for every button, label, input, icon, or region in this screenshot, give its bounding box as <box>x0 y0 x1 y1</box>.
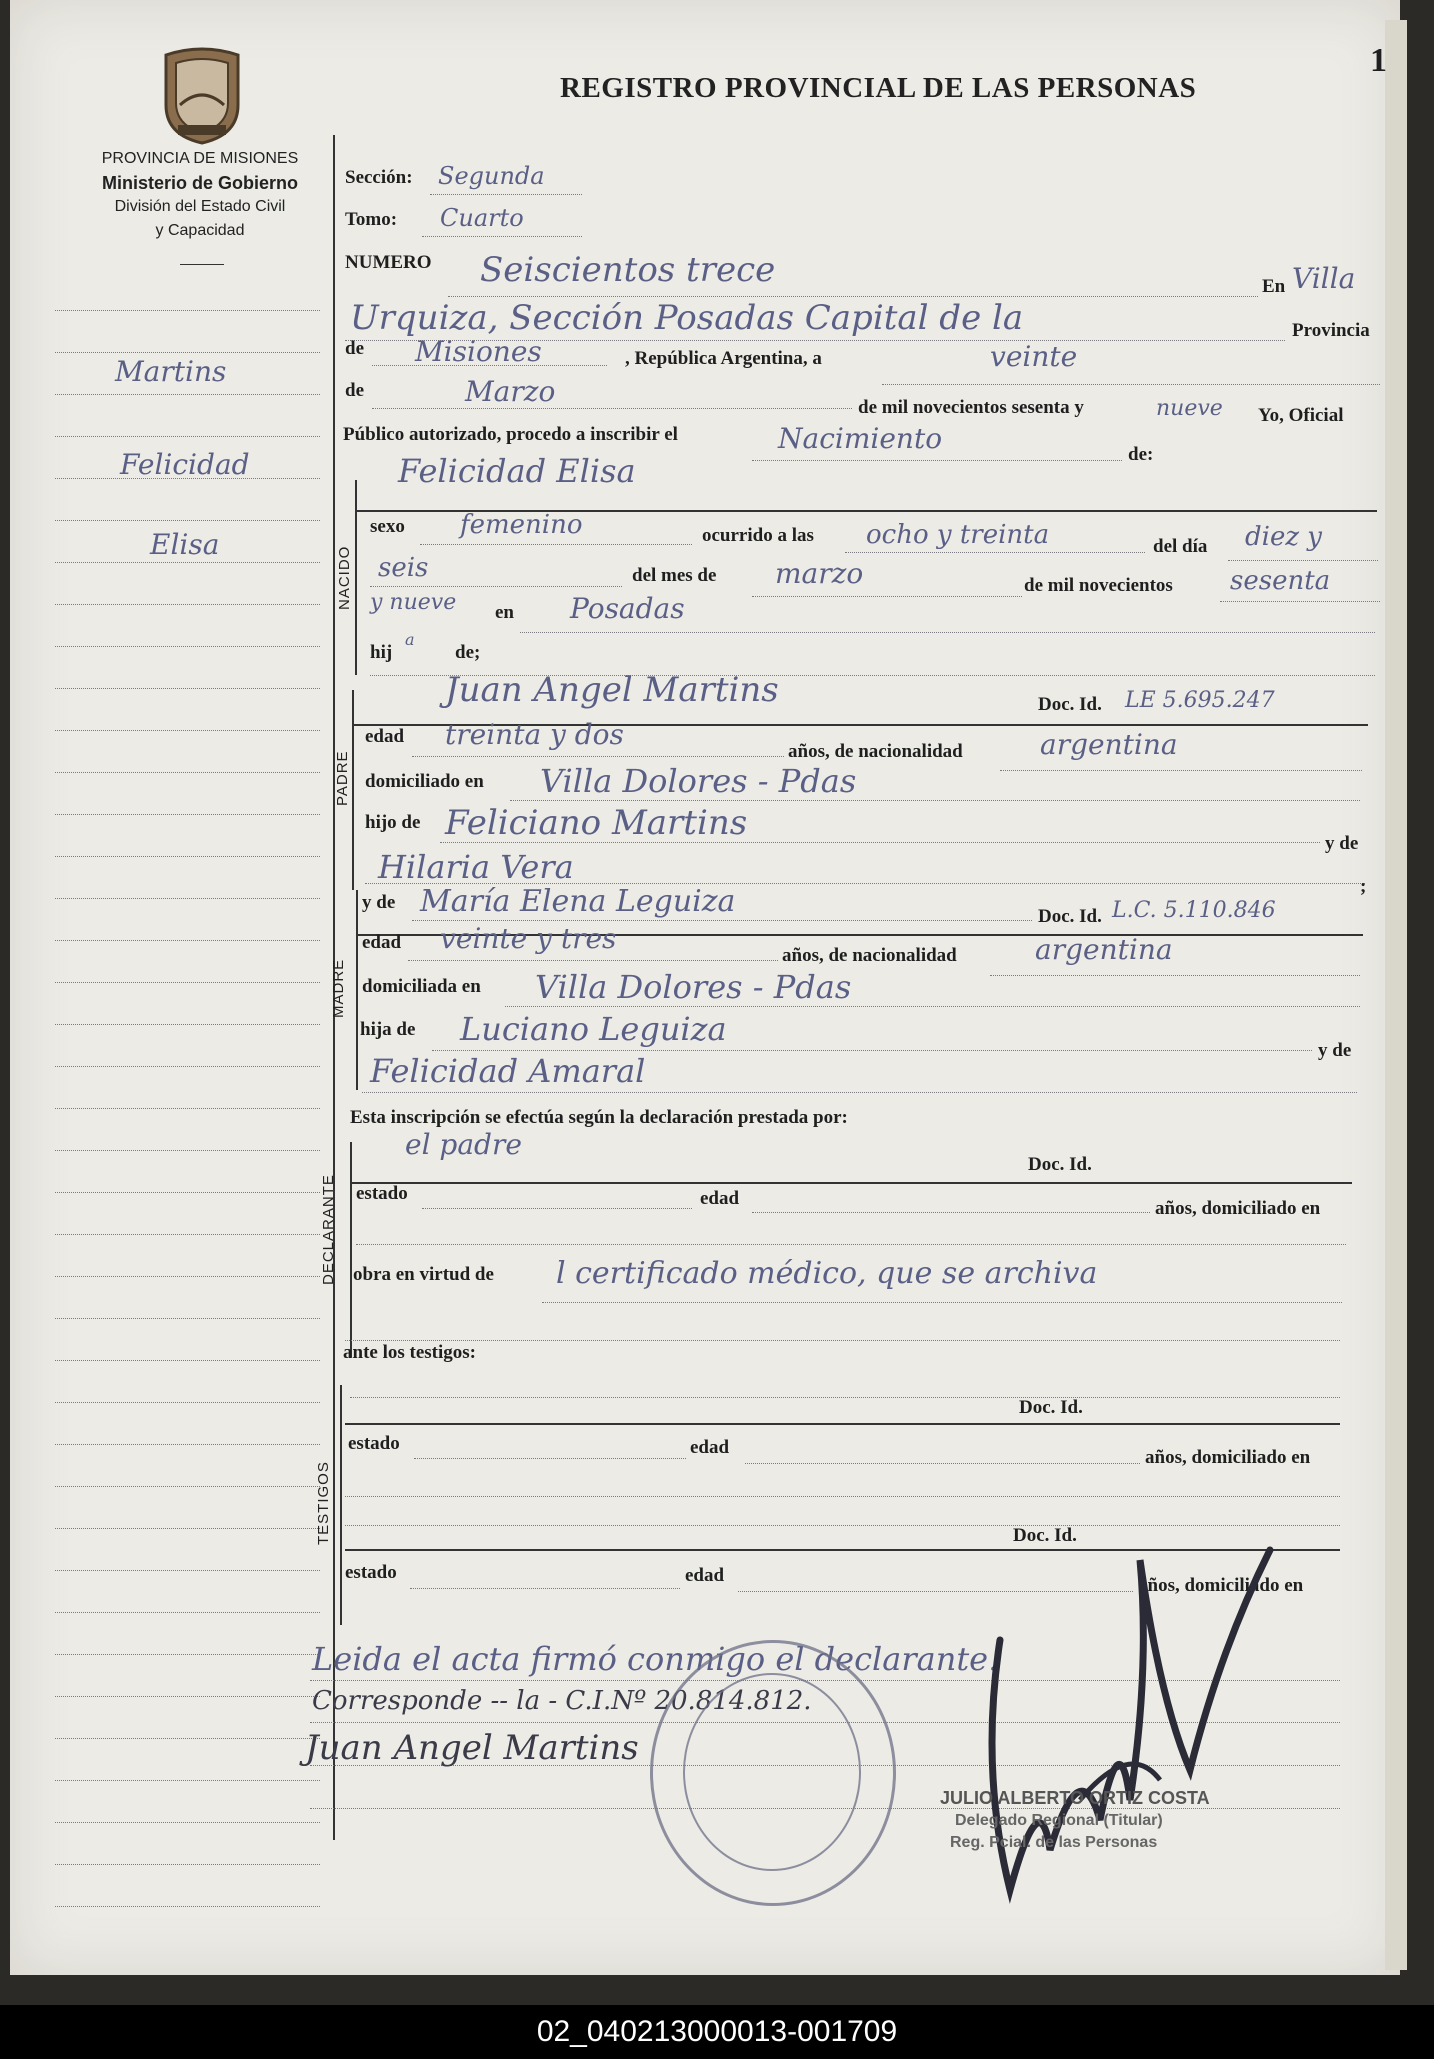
margin-rule-line <box>55 604 320 605</box>
dia-value-2: seis <box>378 553 429 583</box>
province-emblem <box>158 45 246 145</box>
lugar-value: Urquiza, Sección Posadas Capital de la <box>350 298 1024 338</box>
de-label: de <box>345 338 364 359</box>
nombre-value: Felicidad Elisa <box>398 452 636 490</box>
padre-nac-line <box>1000 770 1362 771</box>
margin-rule-line <box>55 1276 320 1277</box>
official-role: Delegado Regional (Titular) <box>955 1812 1163 1829</box>
ante-testigos-label: ante los testigos: <box>343 1342 476 1363</box>
margin-rule-line <box>55 1108 320 1109</box>
margin-rule-line <box>55 1570 320 1571</box>
testigo2-edad-label: edad <box>685 1565 725 1586</box>
sexo-value: femenino <box>460 510 583 540</box>
margin-rule-line <box>55 1822 320 1823</box>
numero-label: NUMERO <box>345 252 432 273</box>
anio-value-1: sesenta <box>1230 566 1331 596</box>
madre-doc-label: Doc. Id. <box>1038 906 1102 927</box>
mil-label: de mil novecientos sesenta y <box>858 397 1084 418</box>
margin-rule-line <box>55 730 320 731</box>
official-signature <box>960 1520 1290 1920</box>
testigo2-estado-label: estado <box>345 1562 397 1583</box>
obra-line <box>542 1302 1342 1303</box>
madre-edad-value: veinte y tres <box>440 922 617 955</box>
testigos-side-label: TESTIGOS <box>315 1461 332 1545</box>
margin-rule-line <box>55 1696 320 1697</box>
madre-edad-line <box>408 960 778 961</box>
seccion-label: Sección: <box>345 167 413 188</box>
margin-rule-line <box>55 310 320 311</box>
note-text-1: Leida el acta firmó conmigo el declarante. <box>312 1640 999 1678</box>
tomo-line <box>422 236 582 237</box>
en-value: Villa <box>1292 262 1356 295</box>
numero-value: Seiscientos trece <box>480 250 776 290</box>
dia-reg-line <box>882 384 1380 385</box>
note-text-2: Corresponde -- la - C.I.Nº 20.814.812. <box>312 1686 812 1716</box>
margin-rule-line <box>55 1528 320 1529</box>
ministry-label: Ministerio de Gobierno <box>101 173 298 193</box>
testigos-vline <box>340 1385 342 1625</box>
tomo-label: Tomo: <box>345 209 398 230</box>
hij-de-label: de; <box>455 642 481 663</box>
testigo1-line <box>350 1397 1340 1398</box>
del-dia-label: del día <box>1153 536 1208 557</box>
anio-value-2: y nueve <box>370 590 457 615</box>
testigo1-estado-label: estado <box>348 1433 400 1454</box>
seccion-value: Segunda <box>438 162 545 190</box>
declarante-estado-label: estado <box>356 1183 408 1204</box>
sexo-label: sexo <box>370 516 405 537</box>
margin-rule-line <box>55 1738 320 1739</box>
tomo-value: Cuarto <box>440 204 524 232</box>
madre-doc-value: L.C. 5.110.846 <box>1112 898 1276 923</box>
testigo1-rule <box>345 1423 1340 1425</box>
seccion-line <box>430 194 582 195</box>
madre-dom-value: Villa Dolores - Pdas <box>535 968 852 1006</box>
margin-rule-line <box>55 814 320 815</box>
padre-nac-label: años, de nacionalidad <box>788 741 963 762</box>
madre-vline <box>356 890 358 1090</box>
margin-rule-line <box>55 856 320 857</box>
padre-edad-value: treinta y dos <box>445 718 624 751</box>
republica-label: , República Argentina, a <box>625 348 822 369</box>
testigo2-dom-label: años, domiciliado en <box>1138 1575 1304 1596</box>
margin-rule-line <box>55 1612 320 1613</box>
page-edge <box>1385 20 1407 1970</box>
declarante-side-label: DECLARANTE <box>320 1174 337 1285</box>
margin-rule-line <box>55 1192 320 1193</box>
numero-line <box>448 296 1258 297</box>
madre-hija-line <box>432 1050 1312 1051</box>
margin-rule-line <box>55 646 320 647</box>
margin-rule-line <box>55 982 320 983</box>
padre-hijo-label: hijo de <box>365 812 421 833</box>
division-label-2: y Capacidad <box>155 222 245 239</box>
mes-line <box>752 596 1022 597</box>
testigo1-estado-line <box>414 1458 686 1459</box>
declarante-value: el padre <box>405 1128 522 1161</box>
page-title: REGISTRO PROVINCIAL DE LAS PERSONAS <box>560 72 1197 104</box>
madre-nac-line <box>990 975 1360 976</box>
margin-rule-line <box>55 352 320 353</box>
margin-rule-line <box>55 1318 320 1319</box>
margin-given-2: Elisa <box>150 528 220 561</box>
margin-rule-line <box>55 898 320 899</box>
padre-dom-line <box>510 800 1360 801</box>
province-label: PROVINCIA DE MISIONES <box>101 150 299 167</box>
margin-rule-line <box>55 1066 320 1067</box>
dia-line <box>1228 560 1378 561</box>
padre-dom-value: Villa Dolores - Pdas <box>540 762 857 800</box>
margin-rule-line <box>55 562 320 563</box>
testigo1-edad-line <box>745 1463 1140 1464</box>
testigo1-dom-label: años, domiciliado en <box>1145 1447 1311 1468</box>
ocurrido-label: ocurrido a las <box>702 525 814 546</box>
margin-rule-line <box>55 1780 320 1781</box>
page-number: 1 <box>1370 42 1387 79</box>
declarante-edad-line <box>752 1212 1150 1213</box>
madre-madre-line <box>362 1092 1357 1093</box>
padre-value: Juan Angel Martins <box>445 670 779 710</box>
margin-rule-line <box>55 1024 320 1025</box>
declarante-edad-label: edad <box>700 1188 740 1209</box>
testigo1-dom-line <box>345 1496 1340 1497</box>
margin-rule-line <box>55 940 320 941</box>
margin-rule-line <box>55 1402 320 1403</box>
semicolon: ; <box>1360 876 1367 897</box>
yo-oficial-label: Yo, Oficial <box>1258 405 1344 426</box>
testigo1-edad-label: edad <box>690 1437 730 1458</box>
declarante-dom-line <box>356 1244 1346 1245</box>
madre-value: María Elena Leguiza <box>420 884 736 919</box>
mes-reg-value: Marzo <box>465 375 556 408</box>
hora-value: ocho y treinta <box>866 520 1050 550</box>
esta-inscripcion-label: Esta inscripción se efectúa según la declaración prestada por: <box>350 1107 848 1128</box>
en2-label: en <box>495 602 514 623</box>
padre-nac-value: argentina <box>1040 728 1178 761</box>
nacido-vline <box>355 480 357 675</box>
padre-doc-label: Doc. Id. <box>1038 694 1102 715</box>
header-dash <box>180 264 224 265</box>
testigo1-doc-label: Doc. Id. <box>1019 1397 1083 1418</box>
padre-side-label: PADRE <box>334 750 351 806</box>
mes-value: marzo <box>775 557 864 590</box>
margin-surname: Martins <box>115 355 227 388</box>
de-label-2: de <box>345 380 364 401</box>
hora-line <box>845 552 1145 553</box>
madre-edad-label: edad <box>362 932 402 953</box>
anio-line <box>1220 601 1380 602</box>
acto-value: Nacimiento <box>778 422 943 455</box>
margin-rule-line <box>55 1150 320 1151</box>
madre-side-label: MADRE <box>330 958 347 1018</box>
padre-y-de-label: y de <box>1325 833 1359 854</box>
obra-line-2 <box>345 1340 1340 1341</box>
declarante-dom-label: años, domiciliado en <box>1155 1198 1321 1219</box>
margin-rule-line <box>55 1444 320 1445</box>
provincia-label: Provincia <box>1292 320 1370 341</box>
margin-rule-line <box>55 1864 320 1865</box>
padre-edad-label: edad <box>365 726 405 747</box>
margin-rule-line <box>55 688 320 689</box>
madre-dom-label: domiciliada en <box>362 976 481 997</box>
de-colon-label: de: <box>1128 444 1154 465</box>
declarante-top-rule <box>352 1182 1352 1184</box>
madre-y-de-2-label: y de <box>1318 1040 1352 1061</box>
margin-rule-line <box>55 1906 320 1907</box>
declarante-doc-label: Doc. Id. <box>1028 1154 1092 1175</box>
margin-rule-line <box>55 772 320 773</box>
del-mes-label: del mes de <box>632 565 717 586</box>
provincia-value: Misiones <box>415 335 542 368</box>
madre-nac-label: años, de nacionalidad <box>782 945 957 966</box>
dia-value-1: diez y <box>1245 522 1322 552</box>
dia-reg-value: veinte <box>990 340 1078 373</box>
acto-line <box>752 460 1122 461</box>
margin-rule-line <box>55 1486 320 1487</box>
en-label: En <box>1262 276 1286 297</box>
mil2-label: de mil novecientos <box>1024 575 1173 596</box>
padre-edad-line <box>412 756 784 757</box>
testigo2-estado-line <box>410 1588 680 1589</box>
padre-doc-value: LE 5.695.247 <box>1125 688 1275 713</box>
anio-reg-value: nueve <box>1156 396 1223 421</box>
sexo-line <box>420 544 692 545</box>
dia2-line <box>370 586 622 587</box>
declarante-vline <box>350 1142 352 1357</box>
publico-label: Público autorizado, procedo a inscribir el <box>343 424 678 445</box>
lugar-nac-value: Posadas <box>570 592 685 625</box>
padre-padre-value: Feliciano Martins <box>445 803 748 843</box>
margin-rule-line <box>55 1654 320 1655</box>
margin-rule-line <box>55 520 320 521</box>
madre-hija-label: hija de <box>360 1019 416 1040</box>
declarant-signature: Juan Angel Martins <box>305 1728 639 1768</box>
testigo2-doc-label: Doc. Id. <box>1013 1525 1077 1546</box>
madre-nac-value: argentina <box>1035 933 1173 966</box>
padre-vline <box>352 690 354 890</box>
madre-dom-line <box>505 1006 1360 1007</box>
madre-line <box>412 920 1032 921</box>
padre-dom-label: domiciliado en <box>365 771 484 792</box>
archive-footer <box>0 2005 1434 2059</box>
mes-reg-line <box>372 408 852 409</box>
margin-rule-line <box>55 1234 320 1235</box>
obra-label: obra en virtud de <box>353 1264 494 1285</box>
margin-given-1: Felicidad <box>120 448 250 481</box>
madre-madre-value: Felicidad Amaral <box>370 1052 646 1090</box>
hij-label: hij <box>370 642 393 663</box>
division-label: División del Estado Civil <box>114 198 286 215</box>
official-office: Reg. Pcial. de las Personas <box>950 1834 1158 1851</box>
margin-rule-line <box>55 394 320 395</box>
margin-rule-line <box>55 436 320 437</box>
madre-padre-value: Luciano Leguiza <box>460 1010 727 1048</box>
margin-rule-line <box>55 1360 320 1361</box>
declarante-estado-line <box>422 1208 692 1209</box>
madre-y-de-label: y de <box>362 892 396 913</box>
obra-value: l certificado médico, que se archiva <box>556 1256 1098 1291</box>
padre-madre-value: Hilaria Vera <box>378 848 574 886</box>
nacido-side-label: NACIDO <box>336 545 353 610</box>
official-seal <box>650 1640 896 1906</box>
official-name: JULIO ALBERTO ORTIZ COSTA <box>940 1788 1210 1808</box>
archive-code: 02_040213000013-001709 <box>536 2015 898 2048</box>
hij-suffix: a <box>405 630 415 649</box>
lugar-nac-line <box>520 632 1375 633</box>
